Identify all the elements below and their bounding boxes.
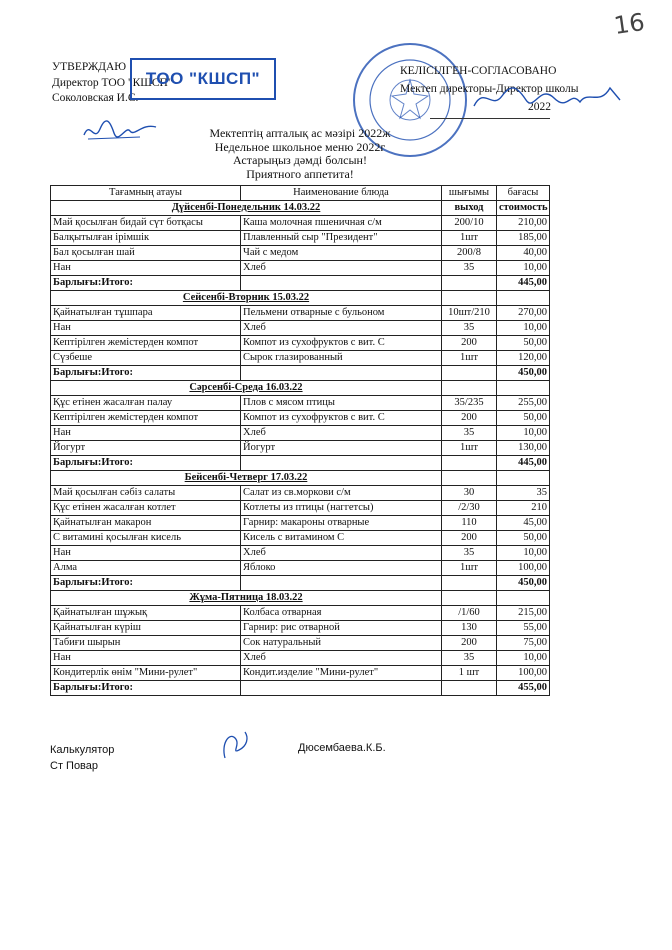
dish-kz: Май қосылған сәбіз салаты <box>51 486 241 501</box>
dish-ru: Йогурт <box>241 441 442 456</box>
dish-kz: Сүзбеше <box>51 351 241 366</box>
total-label: Барлығы:Итого: <box>51 366 241 381</box>
dish-kz: Қайнатылған күріш <box>51 621 241 636</box>
dish-ru: Яблоко <box>241 561 442 576</box>
price: 35 <box>497 486 550 501</box>
portion: /1/60 <box>442 606 497 621</box>
dish-kz: Алма <box>51 561 241 576</box>
price: 50,00 <box>497 336 550 351</box>
price: 10,00 <box>497 426 550 441</box>
dish-kz: Бал қосылған шай <box>51 246 241 261</box>
price: 75,00 <box>497 636 550 651</box>
dish-ru: Хлеб <box>241 321 442 336</box>
day-header-row <box>51 201 550 216</box>
approve-heading: УТВЕРЖДАЮ <box>52 61 127 73</box>
dish-ru: Хлеб <box>241 261 442 276</box>
director-signature-right <box>470 80 630 114</box>
total-row <box>51 366 550 381</box>
approve-position: Директор ТОО "КШСП" <box>52 76 173 89</box>
dish-kz: С витамині қосылған кисель <box>51 531 241 546</box>
day-header-row <box>51 291 550 306</box>
portion: 35/235 <box>442 396 497 411</box>
dish-ru: Хлеб <box>241 546 442 561</box>
table-row <box>51 621 550 636</box>
price: 100,00 <box>497 561 550 576</box>
price: 50,00 <box>497 531 550 546</box>
dish-ru: Компот из сухофруктов с вит. С <box>241 336 442 351</box>
total-value: 445,00 <box>497 276 550 291</box>
menu-title <box>150 127 450 181</box>
price: 10,00 <box>497 261 550 276</box>
header-cell: Тағамның атауы <box>51 186 241 201</box>
total-empty <box>241 276 442 291</box>
header-cell: Наименование блюда <box>241 186 442 201</box>
portion: 10шт/210 <box>442 306 497 321</box>
price: 10,00 <box>497 546 550 561</box>
page-number: 16 <box>612 8 647 40</box>
portion: 200 <box>442 636 497 651</box>
portion: 35 <box>442 261 497 276</box>
table-row <box>51 666 550 681</box>
signature-line <box>430 118 550 119</box>
portion: 110 <box>442 516 497 531</box>
dish-kz: Май қосылған бидай сүт ботқасы <box>51 216 241 231</box>
total-label: Барлығы:Итого: <box>51 576 241 591</box>
agree-heading: КЕЛІСІЛГЕН-СОГЛАСОВАНО <box>400 65 557 77</box>
title-kz: Мектептің апталық ас мәзірі 2022ж <box>209 126 391 140</box>
dish-ru: Пельмени отварные с бульоном <box>241 306 442 321</box>
director-signature-left <box>80 115 160 145</box>
dish-kz: Балқытылған ірімшік <box>51 231 241 246</box>
dish-ru: Гарнир: макароны отварные <box>241 516 442 531</box>
portion: 200 <box>442 411 497 426</box>
agree-year: 2022 <box>528 101 551 113</box>
day-header-row <box>51 591 550 606</box>
table-row <box>51 231 550 246</box>
portion: 200/10 <box>442 216 497 231</box>
dish-kz: Құс етінен жасалған палау <box>51 396 241 411</box>
total-empty <box>442 456 497 471</box>
price: 10,00 <box>497 651 550 666</box>
portion: 35 <box>442 321 497 336</box>
footer-calculator: Калькулятор <box>50 744 115 756</box>
day-header-row <box>51 471 550 486</box>
footer-block <box>50 742 114 774</box>
dish-ru: Хлеб <box>241 426 442 441</box>
total-value: 445,00 <box>497 456 550 471</box>
price: 215,00 <box>497 606 550 621</box>
table-row <box>51 636 550 651</box>
day-col3 <box>442 291 497 306</box>
portion: 35 <box>442 651 497 666</box>
agree-position: Мектеп директоры-Директор школы <box>400 83 579 95</box>
total-empty <box>241 681 442 696</box>
dish-kz: Нан <box>51 426 241 441</box>
dish-kz: Қайнатылған макарон <box>51 516 241 531</box>
dish-kz: Нан <box>51 546 241 561</box>
total-empty <box>241 576 442 591</box>
title-ru: Недельное школьное меню 2022г <box>214 139 386 154</box>
total-empty <box>442 681 497 696</box>
price: 120,00 <box>497 351 550 366</box>
dish-kz: Қайнатылған шұжық <box>51 606 241 621</box>
total-value: 450,00 <box>497 366 550 381</box>
dish-ru: Котлеты из птицы (наггетсы) <box>241 501 442 516</box>
dish-ru: Плов с мясом птицы <box>241 396 442 411</box>
dish-kz: Қайнатылған тұшпара <box>51 306 241 321</box>
price: 130,00 <box>497 441 550 456</box>
total-value: 455,00 <box>497 681 550 696</box>
day-col4 <box>497 291 550 306</box>
day-name: Бейсенбі-Четверг 17.03.22 <box>51 471 442 486</box>
day-name: Дүйсенбі-Понедельник 14.03.22 <box>51 201 442 216</box>
price: 185,00 <box>497 231 550 246</box>
table-row <box>51 426 550 441</box>
table-row <box>51 606 550 621</box>
total-empty <box>241 366 442 381</box>
total-label: Барлығы:Итого: <box>51 276 241 291</box>
total-label: Барлығы:Итого: <box>51 681 241 696</box>
table-row <box>51 396 550 411</box>
day-col4 <box>497 381 550 396</box>
dish-ru: Сырок глазированный <box>241 351 442 366</box>
portion: 1шт <box>442 561 497 576</box>
total-row <box>51 276 550 291</box>
price: 270,00 <box>497 306 550 321</box>
portion: 1шт <box>442 351 497 366</box>
price: 40,00 <box>497 246 550 261</box>
portion: 1шт <box>442 441 497 456</box>
total-label: Барлығы:Итого: <box>51 456 241 471</box>
day-name: Жұма-Пятница 18.03.22 <box>51 591 442 606</box>
dish-ru: Компот из сухофруктов с вит. С <box>241 411 442 426</box>
day-col4 <box>497 471 550 486</box>
dish-ru: Салат из св.моркови с/м <box>241 486 442 501</box>
table-row <box>51 351 550 366</box>
portion: 35 <box>442 546 497 561</box>
day-col3 <box>442 471 497 486</box>
day-col3 <box>442 591 497 606</box>
total-empty <box>442 366 497 381</box>
table-row <box>51 441 550 456</box>
dish-kz: Нан <box>51 321 241 336</box>
table-row <box>51 216 550 231</box>
price: 10,00 <box>497 321 550 336</box>
portion: 35 <box>442 426 497 441</box>
total-row <box>51 576 550 591</box>
table-row <box>51 261 550 276</box>
dish-ru: Сок натуральный <box>241 636 442 651</box>
dish-ru: Плавленный сыр "Президент" <box>241 231 442 246</box>
portion: 1шт <box>442 231 497 246</box>
portion: /2/30 <box>442 501 497 516</box>
total-empty <box>442 576 497 591</box>
portion: 30 <box>442 486 497 501</box>
dish-ru: Кисель с витамином С <box>241 531 442 546</box>
price: 45,00 <box>497 516 550 531</box>
day-name: Сейсенбі-Вторник 15.03.22 <box>51 291 442 306</box>
portion: 200/8 <box>442 246 497 261</box>
dish-kz: Йогурт <box>51 441 241 456</box>
table-row <box>51 246 550 261</box>
table-row <box>51 321 550 336</box>
day-col3: выход <box>442 201 497 216</box>
price: 210 <box>497 501 550 516</box>
day-col4 <box>497 591 550 606</box>
header-cell: бағасы <box>497 186 550 201</box>
total-row <box>51 456 550 471</box>
footer-cook: Ст Повар <box>50 760 99 772</box>
footer-signer-name: Дюсембаева.К.Б. <box>298 742 386 754</box>
price: 255,00 <box>497 396 550 411</box>
table-row <box>51 501 550 516</box>
portion: 1 шт <box>442 666 497 681</box>
portion: 200 <box>442 531 497 546</box>
wish-ru: Приятного аппетита! <box>246 166 354 181</box>
dish-ru: Каша молочная пшеничная с/м <box>241 216 442 231</box>
header-cell: шығымы <box>442 186 497 201</box>
table-row <box>51 411 550 426</box>
total-empty <box>241 456 442 471</box>
dish-kz: Нан <box>51 651 241 666</box>
calculator-signature <box>215 728 255 762</box>
table-header-row <box>51 186 550 201</box>
company-stamp: ТОО "КШСП" <box>130 58 276 100</box>
dish-kz: Кондитерлік өнім "Мини-рулет" <box>51 666 241 681</box>
table-row <box>51 306 550 321</box>
table-row <box>51 651 550 666</box>
portion: 200 <box>442 336 497 351</box>
dish-ru: Кондит.изделие "Мини-рулет" <box>241 666 442 681</box>
table-row <box>51 516 550 531</box>
total-row <box>51 681 550 696</box>
day-header-row <box>51 381 550 396</box>
portion: 130 <box>442 621 497 636</box>
dish-ru: Гарнир: рис отварной <box>241 621 442 636</box>
menu-table <box>50 185 550 696</box>
price: 55,00 <box>497 621 550 636</box>
approve-person: Соколовская И.С. <box>52 92 139 104</box>
dish-ru: Хлеб <box>241 651 442 666</box>
total-value: 450,00 <box>497 576 550 591</box>
dish-kz: Құс етінен жасалған котлет <box>51 501 241 516</box>
table-row <box>51 546 550 561</box>
total-empty <box>442 276 497 291</box>
dish-ru: Чай с медом <box>241 246 442 261</box>
dish-kz: Кептірілген жемістерден компот <box>51 411 241 426</box>
day-name: Сәрсенбі-Среда 16.03.22 <box>51 381 442 396</box>
price: 100,00 <box>497 666 550 681</box>
table-row <box>51 561 550 576</box>
day-col4: стоимость <box>497 201 550 216</box>
dish-kz: Табиғи шырын <box>51 636 241 651</box>
table-row <box>51 486 550 501</box>
price: 210,00 <box>497 216 550 231</box>
wish-kz: Астарыңыз дәмді болсын! <box>233 153 367 167</box>
dish-ru: Колбаса отварная <box>241 606 442 621</box>
price: 50,00 <box>497 411 550 426</box>
day-col3 <box>442 381 497 396</box>
dish-kz: Нан <box>51 261 241 276</box>
table-row <box>51 531 550 546</box>
table-row <box>51 336 550 351</box>
dish-kz: Кептірілген жемістерден компот <box>51 336 241 351</box>
